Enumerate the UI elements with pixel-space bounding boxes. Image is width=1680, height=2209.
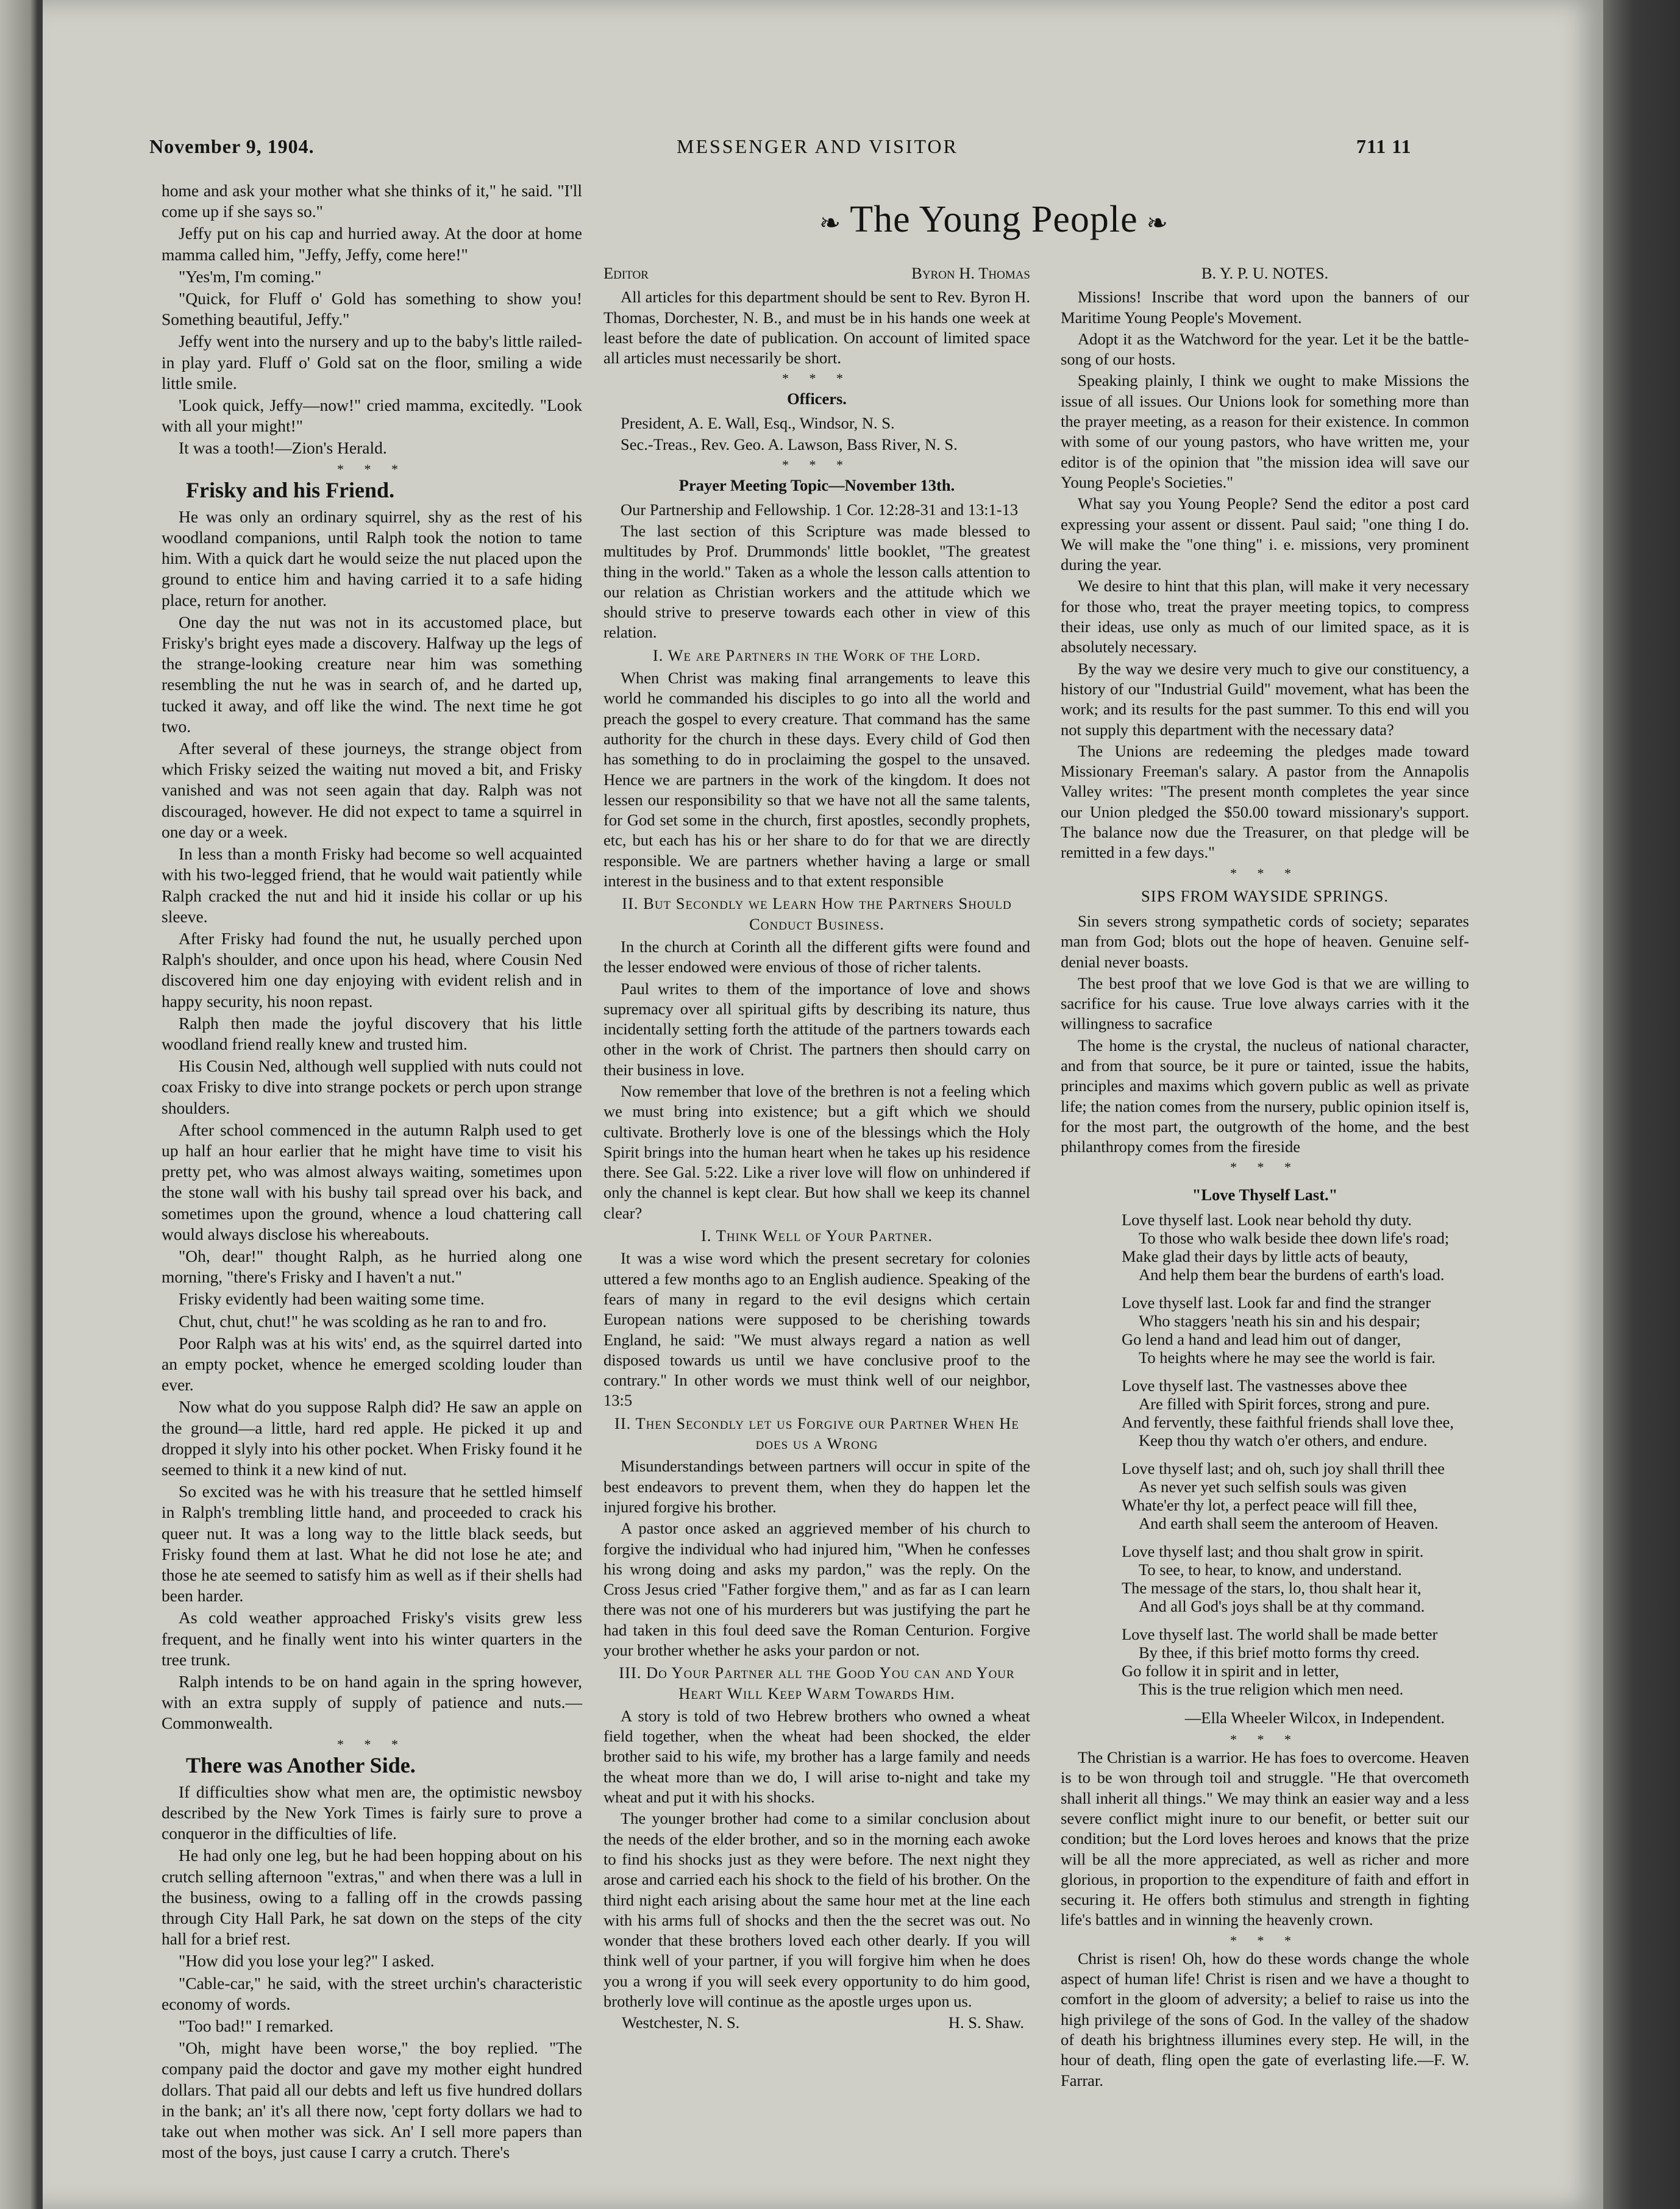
separator: * * * [782, 371, 852, 386]
poem-line: Love thyself last. The vastnesses above thee [1122, 1376, 1408, 1395]
story-title: Frisky and his Friend. [186, 477, 395, 502]
poem-stanza [1061, 1293, 1469, 1367]
poem-attribution: —Ella Wheeler Wilcox, in Independent. [1184, 1708, 1445, 1727]
paragraph: When Christ was making final arrangements to leave this world he commanded his disciples to go into all the world and preach the gospel to every creature. That command has the same authority for the church in these days. Every child of God then has something to do in proclaiming the gospel to the unsaved. Hence we are partners in the work of the kingdom. It does not lessen our responsibility so that we have not all the same talents, for God set some in the church, first apostles, secondly prophets, etc, but each has his or her share to do for that we are directly responsible. We are partners whether having a large or small interest in the business and to that extent responsible [603, 669, 1030, 891]
subsection-title: I. We are Partners in the Work of the Lord. [652, 646, 981, 664]
page-number: 711 11 [1356, 135, 1412, 157]
paragraph: The best proof that we love God is that we are willing to sacrifice for his cause. True love always carries with it the willingness to sacrafice [1061, 973, 1469, 1033]
signature-place: Westchester, N. S. [622, 2013, 740, 2032]
paragraph: His Cousin Ned, although well supplied with nuts could not coax Frisky to dive into strange pockets or perch upon strange shoulders. [162, 1056, 582, 1117]
paragraph: Adopt it as the Watchword for the year. Let it be the battle-song of our hosts. [1061, 329, 1469, 369]
section-title [811, 198, 1177, 241]
paragraph: Frisky evidently had been waiting some time. [179, 1289, 485, 1309]
paragraph: Sin severs strong sympathetic cords of society; separates man from God; blots out the hope of heaven. Genuine self-denial never boasts. [1061, 911, 1469, 971]
poem-line: Make glad their days by little acts of beauty, [1122, 1247, 1408, 1265]
poem-line: Love thyself last. Look near behold thy duty. [1122, 1210, 1412, 1229]
separator: * * * [782, 457, 852, 473]
paragraph: By the way we desire very much to give our constituency, a history of our "Industrial Guild" movement, what has been the work; and its results for the past summer. To this end will you not supply this department with the necessary data? [1061, 659, 1469, 739]
paragraph: 'Look quick, Jeffy—now!" cried mamma, excitedly. "Look with all your might!" [162, 396, 582, 436]
section-title-text: The Young People [850, 199, 1138, 240]
separator: * * * [1230, 1159, 1300, 1175]
paragraph: He had only one leg, but he had been hopping about on his crutch selling afternoon "extras," and when there was a lull in the business, owing to a falling off in the crowds passing through City Hall Park, he sat down on the steps of the city hall for a brief rest. [162, 1846, 582, 1949]
poem-stanza [1061, 1211, 1469, 1284]
paragraph: The home is the crystal, the nucleus of national character, and from that source, be it pure or tainted, issue the habits, principles and maxims which govern public as well as private life; the nation comes from the nursery, public opinion itself is, for the most part, the outgrowth of the home, and the best philanthropy comes from the fireside [1061, 1036, 1469, 1156]
paragraph: "Oh, might have been worse," the boy replied. "The company paid the doctor and gave my mother eight hundred dollars. That paid all our debts and left us five hundred dollars in the bank; an' it's all there now, 'cept forty dollars we had to take out when mother was sick. An' I sell more papers than most of the boys, just cause I carry a crutch. There's [162, 2038, 582, 2162]
separator: * * * [1230, 1932, 1300, 1948]
paragraph: The last section of this Scripture was made blessed to multitudes by Prof. Drummonds' little booklet, "The greatest thing in the world." Taken as a whole the lesson calls attention to our relation as Christian workers and the attitude which we should strive to preserve towards each other in view of this relation. [603, 521, 1030, 642]
subsection-title: III. Do Your Partner all the Good You can and Your Heart Will Keep Warm Towards Him. [619, 1663, 1015, 1702]
poem-stanza [1061, 1459, 1469, 1532]
poem-line: Go follow it in spirit and in letter, [1122, 1661, 1339, 1680]
poem-line: Love thyself last. Look far and find the stranger [1122, 1293, 1431, 1312]
poem-line: By thee, if this brief motto forms thy creed. [1139, 1643, 1420, 1662]
poem-line: Love thyself last; and thou shalt grow in spirit. [1122, 1542, 1424, 1560]
paragraph: Christ is risen! Oh, how do these words change the whole aspect of human life! Christ is risen and we have a thought to comfort in the gloom of adversity; a belief to raise us into the high privilege of the sons of God. In the valley of the shadow of death his brightness illumines every step. He will, in the hour of death, fling open the gate of everlasting life.—F. W. Farrar. [1061, 1949, 1469, 2090]
poem-title: "Love Thyself Last." [1192, 1186, 1338, 1204]
paragraph: Ralph intends to be on hand again in the spring however, with an extra supply of supply of patience and nuts.—Commonwealth. [162, 1672, 582, 1733]
poem-line: To heights where he may see the world is fair. [1139, 1348, 1436, 1367]
paragraph: If difficulties show what men are, the optimistic newsboy described by the New York Times is fairly sure to prove a conqueror in the difficulties of life. [162, 1782, 582, 1843]
separator: * * * [1230, 1732, 1300, 1748]
paragraph: The Christian is a warrior. He has foes to overcome. Heaven is to be won through toil and struggle. "He that overcometh shall inherit all things." We may think an easier way and a less severe conflict might inure to our benefit, or better suit our condition; but the Lord loves heroes and knows that the prize will be all the more appreciated, as well as richer and more glorious, in proportion to the expenditure of faith and effort in securing it. He offers both stimulus and strength in fighting life's battles and in winning the heavenly crown. [1061, 1748, 1469, 1929]
paragraph: The Unions are redeeming the pledges made toward Missionary Freeman's salary. A pastor from the Annapolis Valley writes: "The present month completes the year since our Union pledged the $50.00 toward missionary's support. The balance now due the Treasurer, on that pledge will be remitted in a few days." [1061, 741, 1469, 862]
middle-column [603, 263, 1030, 2033]
paragraph: "Oh, dear!" thought Ralph, as he hurried along one morning, "there's Frisky and I haven't a nut." [162, 1246, 582, 1287]
paragraph: Missions! Inscribe that word upon the banners of our Maritime Young People's Movement. [1061, 288, 1469, 327]
paragraph: As cold weather approached Frisky's visits grew less frequent, and he finally went into his winter quarters in the tree trunk. [162, 1608, 582, 1669]
paragraph: After school commenced in the autumn Ralph used to get up half an hour earlier that he might have time to visit his pretty pet, who was almost always waiting, sometimes upon the stone wall with his bushy tail spread over his back, and sometimes upon the ground, whence a loud chattering call would always disclose his whereabouts. [162, 1120, 582, 1243]
subsection-title: II. But Secondly we Learn How the Partners Should Conduct Business. [622, 894, 1012, 933]
paragraph: Jeffy went into the nursery and up to the baby's little railed-in play yard. Fluff o' Gold sat on the floor, smiling a wide little smile. [162, 332, 582, 393]
paragraph: Paul writes to them of the importance of love and shows supremacy over all spiritual gifts by describing its nature, thus incidentally setting forth the attitude of the partners towards each other in the work of Christ. The partners then should carry on their business in love. [603, 979, 1030, 1079]
sips-title: SIPS FROM WAYSIDE SPRINGS. [1141, 886, 1389, 905]
officer-line: President, A. E. Wall, Esq., Windsor, N. S. [621, 413, 895, 432]
poem-stanza [1061, 1625, 1469, 1698]
signature-name: H. S. Shaw. [948, 2013, 1024, 2032]
paragraph: After Frisky had found the nut, he usually perched upon Ralph's shoulder, and once upon his head, where Cousin Ned discovered him one day enjoying with evident relish and in happy security, his noon repast. [162, 928, 582, 1011]
paragraph: He was only an ordinary squirrel, shy as the rest of his woodland companions, until Ralph took the notion to tame him. With a quick dart he would seize the nut placed upon the ground to entice him and having carried it to a safe hiding place, return for another. [162, 507, 582, 610]
page-binding-shadow [1603, 0, 1680, 2209]
paragraph: In the church at Corinth all the different gifts were found and the lesser endowed were envious of those of richer talents. [603, 937, 1030, 976]
paragraph: "Yes'm, I'm coming." [179, 266, 322, 286]
previous-page-edge [0, 0, 38, 2209]
poem-line: The message of the stars, lo, thou shalt hear it, [1122, 1578, 1422, 1597]
poem-line: To see, to hear, to know, and understand. [1139, 1560, 1402, 1579]
paragraph: A pastor once asked an aggrieved member of his church to forgive the individual who had injured him, "When he confesses his wrong doing and asks my pardon," was the reply. On the Cross Jesus cried "Father forgive them," and as far as I can learn there was not one of his murderers but was justifying the part he had taken in this foul deed save the Roman Centurion. Forgive your brother whether he asks your pardon or not. [603, 1519, 1030, 1659]
paragraph: In less than a month Frisky had become so well acquainted with his two-legged friend, that he would wait patiently while Ralph cracked the nut and hid it inside his collar or up his sleeve. [162, 844, 582, 926]
poem-line: This is the true religion which men need. [1139, 1679, 1404, 1698]
signature-line [603, 2013, 1030, 2033]
paragraph: So excited was he with his treasure that he settled himself in Ralph's trembling little hand, and proceeded to crack his queer nut. It was a long way to the little black seeds, but Frisky found them at last. What he did not lose he ate; and those he ate seemed to satisfy him as well as if their shells had been harder. [162, 1482, 582, 1606]
paragraph: One day the nut was not in its accustomed place, but Frisky's bright eyes made a discovery. Halfway up the legs of the strange-looking creature near him was something resembling the nut he was in search of, and he darted up, tucked it away, and off like the wind. The next time he got two. [162, 612, 582, 736]
subsection-title: II. Then Secondly let us Forgive our Partner When He does us a Wrong [614, 1414, 1019, 1453]
poem-line: Who staggers 'neath his sin and his despair; [1139, 1311, 1420, 1330]
paragraph: "Too bad!" I remarked. [179, 2016, 334, 2036]
paragraph: We desire to hint that this plan, will make it very necessary for those who, treat the prayer meeting topics, to compress their ideas, use only as much of our limited space, as it is absolutely necessary. [1061, 577, 1469, 656]
separator: * * * [337, 461, 407, 477]
paragraph: "How did you lose your leg?" I asked. [179, 1951, 435, 1971]
paragraph: Now remember that love of the brethren is not a feeling which we must bring into existence; but a gift which we should cultivate. Brotherly love is one of the blessings which the Holy Spirit brings into the human heart when he takes up his residence there. See Gal. 5:22. Like a river love will flow on unhindered if only the channel is kept clear. But how shall we keep its channel clear? [603, 1081, 1030, 1222]
subsection-title: I. Think Well of Your Partner. [701, 1226, 933, 1245]
paragraph: Now what do you suppose Ralph did? He saw an apple on the ground—a little, hard red apple. He picked it up and dropped it slyly into his other pocket. When Frisky found it he seemed to think it a new kind of nut. [162, 1397, 582, 1479]
paragraph: "Quick, for Fluff o' Gold has something to show you! Something beautiful, Jeffy." [162, 289, 582, 329]
poem-line: And all God's joys shall be at thy command. [1139, 1596, 1425, 1615]
paragraph: Poor Ralph was at his wits' end, as the squirrel darted into an empty pocket, whence he emerged scolding louder than ever. [162, 1333, 582, 1395]
paragraph: A story is told of two Hebrew brothers who owned a wheat field together, when the wheat had been shocked, the elder brother said to his wife, my brother has a large family and needs the wheat more than we do, I will arise to-night and take my wheat and put it with his shocks. [603, 1706, 1030, 1807]
issue-date: November 9, 1904. [149, 135, 315, 157]
paragraph: home and ask your mother what she thinks of it," he said. "I'll come up if she says so." [162, 181, 582, 221]
paragraph: Misunderstandings between partners will occur in spite of the best endeavors to prevent them, when they do happen let the injured forgive his brother. [603, 1457, 1030, 1516]
poem-line: Whate'er thy lot, a perfect peace will fill thee, [1122, 1495, 1417, 1514]
paragraph: The younger brother had come to a similar conclusion about the needs of the elder brother, and so in the morning each awoke to find his shocks just as they were before. The next night they arose and carried each his shock to the field of his brother. On the third night each arising about the same hour met at the line each with his arms full of shocks and then the the secret was out. No wonder that these brothers loved each other dearly. If you will think well of your partner, if you will forgive him when he does you a wrong if you will seek every opportunity to do him good, brotherly love will continue as the apostle urges upon us. [603, 1809, 1030, 2011]
paragraph: Chut, chut, chut!" he was scolding as he ran to and fro. [179, 1311, 547, 1331]
paragraph: Jeffy put on his cap and hurried away. At the door at home mamma called him, "Jeffy, Jeffy, come here!" [162, 224, 582, 264]
left-ornament-icon: ❧ [819, 210, 842, 238]
editor-line [603, 263, 1030, 283]
paragraph: Ralph then made the joyful discovery that his little woodland friend really knew and trusted him. [162, 1013, 582, 1053]
topic-title: Prayer Meeting Topic—November 13th. [678, 476, 955, 495]
poem-line: As never yet such selfish souls was given [1139, 1477, 1407, 1496]
left-column [162, 180, 582, 2164]
editor-name: Byron H. Thomas [911, 264, 1030, 282]
separator: * * * [337, 1736, 407, 1752]
poem-line: Love thyself last; and oh, such joy shall thrill thee [1122, 1459, 1445, 1478]
editor-label: Editor [603, 264, 649, 282]
officer-line: Sec.-Treas., Rev. Geo. A. Lawson, Bass River, N. S. [621, 435, 958, 454]
poem-line: Keep thou thy watch o'er others, and endure. [1139, 1431, 1428, 1450]
poem-line: Love thyself last. The world shall be made better [1122, 1624, 1438, 1643]
paragraph: "Cable-car," he said, with the street urchin's characteristic economy of words. [162, 1973, 582, 2013]
story-title: There was Another Side. [186, 1752, 416, 1777]
poem-stanza [1061, 1542, 1469, 1615]
right-ornament-icon: ❧ [1146, 210, 1169, 238]
poem-stanza [1061, 1376, 1469, 1450]
poem-line: To those who walk beside thee down life's road; [1139, 1228, 1450, 1247]
paragraph: Speaking plainly, I think we ought to make Missions the issue of all issues. Our Unions look for something more than the prayer meeting, as a reason for their existence. In common with some of our young pastors, who have written me, your editor is of the opinion that "the mission idea will save our Young People's Societies." [1061, 371, 1469, 491]
separator: * * * [1230, 865, 1300, 881]
poem-line: And fervently, these faithful friends shall love thee, [1122, 1412, 1454, 1431]
paragraph: What say you Young People? Send the editor a post card expressing your assent or dissent. Paul said; "one thing I do. We will make the "one thing" i. e. missions, very prominent during the year. [1061, 494, 1469, 574]
officers-title: Officers. [787, 390, 847, 408]
masthead-title: MESSENGER AND VISITOR [677, 135, 958, 157]
poem-line: Are filled with Spirit forces, strong and pure. [1139, 1394, 1430, 1413]
paragraph: After several of these journeys, the strange object from which Frisky seized the waiting nut moved a bit, and Frisky vanished and was not seen again that day. Ralph was not discouraged, however. He did not expect to tame a squirrel in one day or a week. [162, 739, 582, 841]
notes-title: B. Y. P. U. NOTES. [1201, 264, 1329, 282]
poem-line: And help them bear the burdens of earth's load. [1139, 1265, 1445, 1284]
paragraph: Our Partnership and Fellowship. 1 Cor. 12:28-31 and 13:1-13 [621, 500, 1019, 519]
paragraph: It was a wise word which the present secretary for colonies uttered a few months ago to an English audience. Speaking of the fears of many in regard to the evil designs which certain European nations were supposed to be cherishing towards England, he said: "We must always regard a nation as well disposed towards us until we have conclusive proof to the contrary." In other words we must think well of our neighbor, 13:5 [603, 1249, 1030, 1410]
paragraph: It was a tooth!—Zion's Herald. [179, 438, 387, 458]
editor-note: All articles for this department should be sent to Rev. Byron H. Thomas, Dorchester, N. B., and must be in his hands one week at least before the date of publication. On account of limited space all articles must necessarily be short. [603, 288, 1030, 368]
poem-line: Go lend a hand and lead him out of danger, [1122, 1329, 1401, 1348]
poem-line: And earth shall seem the anteroom of Heaven. [1139, 1514, 1439, 1532]
right-column [1061, 263, 1469, 2092]
